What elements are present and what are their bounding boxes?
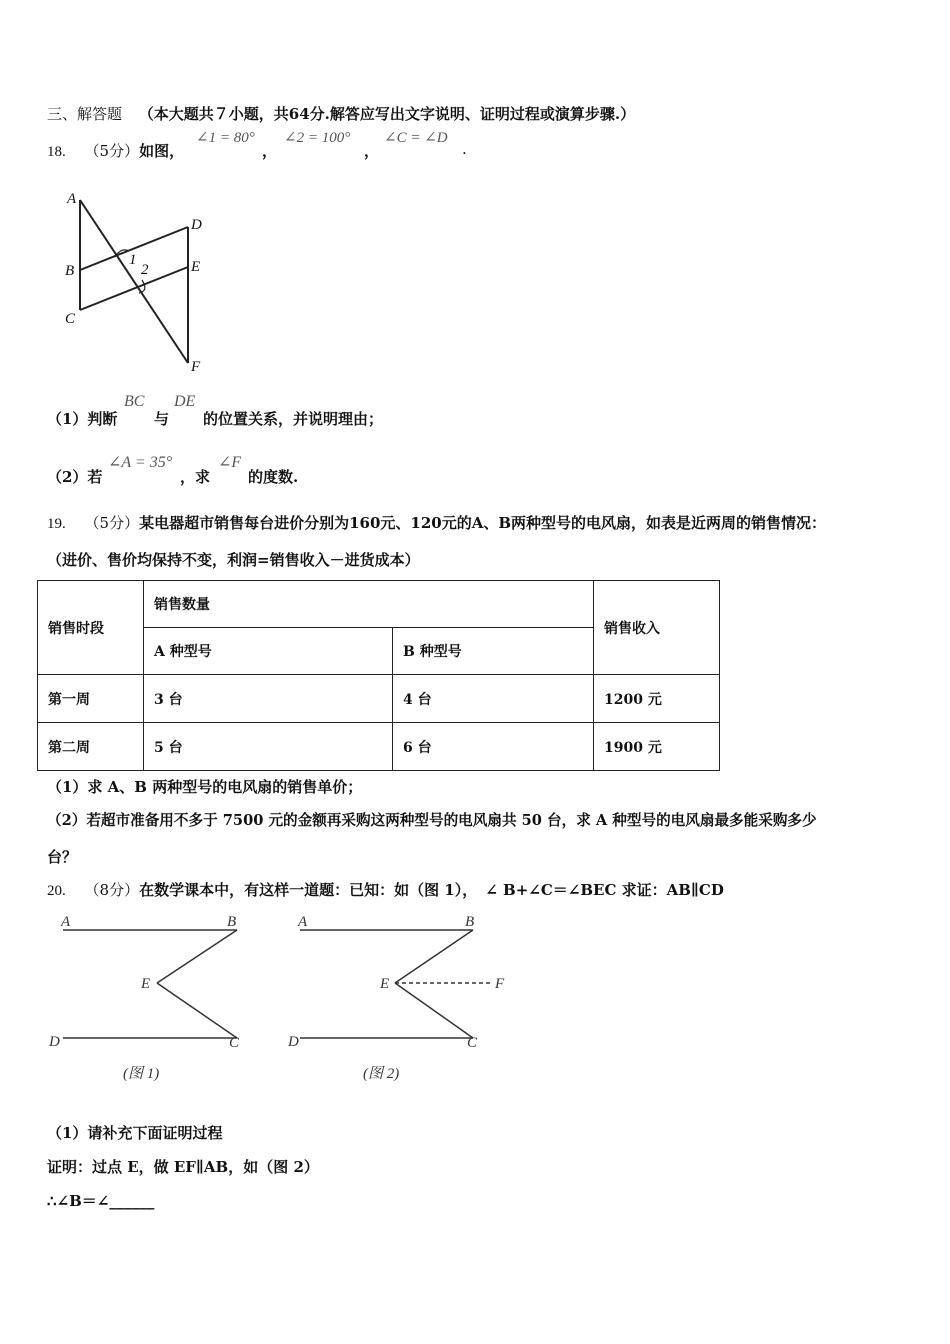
q18-part2-mid: ，求	[180, 468, 211, 486]
th-period: 销售时段	[38, 581, 144, 675]
q20-text: 在数学课本中，有这样一道题：已知：如（图 1），	[139, 881, 478, 899]
q18-part1-mid: 与	[154, 410, 170, 428]
table-row	[38, 723, 720, 771]
fig2-label-E: E	[380, 976, 390, 992]
line-ce	[80, 267, 188, 310]
cell-period: 第一周	[38, 675, 144, 723]
fig2-line-be	[395, 930, 473, 983]
fig2-label-F: F	[495, 976, 505, 992]
label-B: B	[65, 263, 75, 279]
q18-score: （5分）	[84, 142, 140, 160]
line-af	[80, 200, 188, 363]
label-F: F	[191, 359, 201, 375]
label-angle-2: 2	[141, 262, 149, 278]
q20-part1: （1）请补充下面证明过程	[47, 1124, 223, 1142]
q19-text: 某电器超市销售每台进价分别为160元、120元的A、B两种型号的电风扇，如表是近两周的销售情况：	[139, 514, 827, 532]
q18-lead: 如图，	[139, 142, 185, 160]
fig1-label-A: A	[61, 914, 71, 930]
q19-part1: （1）求 A、B 两种型号的电风扇的销售单价；	[47, 778, 363, 796]
cell-period: 第二周	[38, 723, 144, 771]
q18-number: 18.	[47, 144, 66, 160]
section-heading-line	[47, 103, 635, 124]
q18-part1-bc: BC	[124, 393, 145, 410]
q18-part1-prefix: （1）判断	[47, 410, 118, 428]
q18-figure	[55, 185, 215, 380]
fig1-line-be	[157, 930, 237, 983]
fig1-line-ec	[157, 983, 237, 1038]
q18-cond3: ∠C = ∠D	[384, 130, 448, 146]
q18-part2-suffix: 的度数.	[248, 468, 299, 486]
fig2-label-C: C	[467, 1035, 478, 1051]
th-type-a: A 种型号	[144, 628, 393, 675]
q18-end: .	[462, 140, 467, 158]
q18-part1-de: DE	[174, 393, 196, 410]
q18-part2-target: ∠F	[218, 454, 242, 471]
fig1-label-B: B	[227, 914, 237, 930]
cell-revenue: 1900 元	[594, 723, 720, 771]
q19-part2-line1: （2）若超市准备用不多于 7500 元的金额再采购这两种型号的电风扇共 50 台，求 A 种型号的电风扇最多能采购多少	[47, 812, 817, 829]
label-A: A	[67, 191, 77, 207]
label-E: E	[191, 259, 201, 275]
table-header-row	[38, 581, 720, 628]
fig2-line-ec	[395, 983, 473, 1038]
q18-part2-prefix: （2）若	[47, 468, 103, 486]
label-C: C	[65, 311, 76, 327]
q18-cond1: ∠1 = 80°	[196, 130, 255, 146]
q18-part1-suffix: 的位置关系，并说明理由；	[203, 410, 384, 428]
section-note: （本大题共７小题，共64分.解答应写出文字说明、证明过程或演算步骤.）	[138, 105, 636, 123]
q20-claim: ∠ B+∠C＝∠BEC 求证：AB∥CD	[485, 881, 724, 899]
q18-sep1: ，	[262, 142, 278, 160]
q20-proof-line1: 证明：过点 E，做 EF∥AB，如（图 2）	[47, 1158, 319, 1176]
cell-b: 4 台	[393, 675, 594, 723]
cell-a: 3 台	[144, 675, 393, 723]
fig2-label-B: B	[465, 914, 475, 930]
fig1-caption: (图 1)	[123, 1066, 160, 1082]
q18-sep2: ，	[364, 142, 380, 160]
q19-note: （进价、售价均保持不变，利润=销售收入－进货成本）	[47, 551, 420, 569]
q19-score: （5分）	[84, 514, 140, 532]
q19-sales-table	[37, 580, 720, 771]
q19-stem	[47, 512, 826, 533]
q18-part2-cond: ∠A = 35°	[108, 454, 173, 471]
q20-stem	[47, 879, 724, 900]
cell-revenue: 1200 元	[594, 675, 720, 723]
cell-a: 5 台	[144, 723, 393, 771]
th-quantity: 销售数量	[144, 581, 594, 628]
fig1-label-D: D	[49, 1034, 60, 1050]
fig2-caption: (图 2)	[363, 1066, 400, 1082]
table-row	[38, 675, 720, 723]
label-D: D	[191, 217, 202, 233]
th-revenue: 销售收入	[594, 581, 720, 675]
fig1-label-C: C	[229, 1035, 240, 1051]
section-heading: 三、解答题	[47, 105, 123, 123]
q19-part2-line2: 台？	[47, 848, 78, 866]
fig1-label-E: E	[141, 976, 151, 992]
q18-stem	[47, 140, 184, 161]
q19-number: 19.	[47, 516, 66, 532]
q20-number: 20.	[47, 883, 66, 899]
fig2-label-D: D	[288, 1034, 299, 1050]
q20-proof-line2: ∴∠B＝∠______	[47, 1192, 155, 1210]
fig2-label-A: A	[298, 914, 308, 930]
q20-figures	[45, 908, 515, 1093]
th-type-b: B 种型号	[393, 628, 594, 675]
cell-b: 6 台	[393, 723, 594, 771]
label-angle-1: 1	[129, 252, 137, 268]
q20-score: （8分）	[84, 881, 140, 899]
q18-cond2: ∠2 = 100°	[284, 130, 351, 146]
